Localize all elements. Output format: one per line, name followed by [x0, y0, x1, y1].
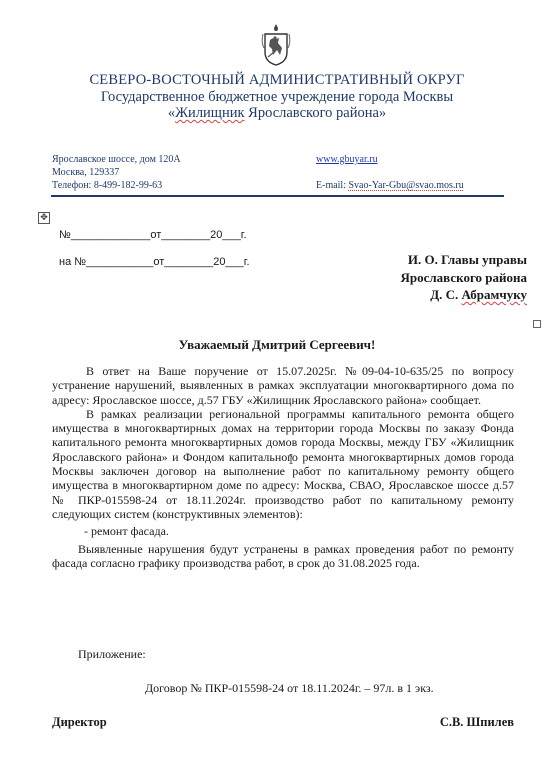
incoming-number-line: на №___________от________20___г. — [59, 256, 250, 268]
signatory-name: С.В. Шпилев — [439, 715, 514, 729]
paragraph-response: В ответ на Ваше поручение от 15.07.2025г. №09-04-10-635/25 по вопросу устранение нарушений, выявленных в рамках эксплуатации многоквартирного дома по адресу: Ярославское шоссе, д.57 ГБУ «Жилищник Ярославского района» сообщает. — [52, 364, 514, 407]
table-resize-handle-icon[interactable] — [533, 320, 541, 328]
email-line — [316, 179, 464, 192]
table-move-handle-icon[interactable]: ✥ — [38, 212, 50, 224]
letter-body — [52, 364, 514, 570]
addressee-block — [401, 251, 528, 304]
paragraph-program: В рамках реализации региональной программы капитального ремонта общего имущества в многоквартирных домах на территории города Москвы по заказу Фонда капитального ремонта многоквартирных домов города Москвы, между ГБУ «Жилищник Ярославского района» и Фондом капитального ремонта многоквартирных домов города Москвы заключен договор на выполнение работ по капитальному ремонту общего имущества в многоквартирном доме по адресу: Москва, СВАО, Ярославское шоссе д.57 № ПКР-015598-24 от 18.11.2024г. производство работ по капитальному ремонту следующих систем (конструктивных элементов): — [52, 406, 514, 521]
org-name-keyword: Жилищник — [175, 105, 245, 121]
contact-address-block — [52, 153, 181, 192]
org-name-rest: Ярославского района» — [244, 105, 387, 121]
appendix-item: Договор № ПКР-015598-24 от 18.11.2024г. – 97л. в 1 экз. — [145, 681, 434, 695]
addressee-position: И. О. Главы управы — [407, 252, 527, 267]
org-district-name: СЕВЕРО-ВОСТОЧНЫЙ АДМИНИСТРАТИВНЫЙ ОКРУГ — [89, 72, 465, 88]
website-link[interactable]: www.gbuyar.ru — [316, 154, 378, 165]
header-divider — [51, 195, 504, 197]
addressee-district: Ярославского района — [400, 269, 527, 285]
org-institution-type: Государственное бюджетное учреждение города Москвы — [100, 89, 454, 105]
email-label: E-mail: — [316, 180, 349, 191]
addressee-surname: Абрамчуку — [461, 287, 527, 302]
salutation: Уважаемый Дмитрий Сергеевич! — [178, 337, 376, 352]
phone-line: Телефон: 8-499-182-99-63 — [52, 180, 163, 191]
signatory-title: Директор — [52, 715, 107, 729]
work-list-item: - ремонт фасада. — [84, 524, 169, 539]
address-line-2: Москва, 129337 — [52, 167, 120, 178]
outgoing-number-line: №_____________от________20___г. — [59, 229, 247, 241]
appendix-label: Приложение: — [78, 647, 146, 661]
addressee-initials: Д. С. — [430, 287, 462, 302]
org-institution-name — [0, 105, 554, 122]
moscow-coat-of-arms-icon — [261, 22, 291, 66]
address-line-1: Ярославское шоссе, дом 120А — [52, 154, 181, 165]
org-name-open-quote: « — [167, 105, 176, 121]
email-link[interactable]: Svao-Yar-Gbu@svao.mos.ru — [348, 180, 464, 191]
paragraph-resolution: Выявленные нарушения будут устранены в рамках проведения работ по ремонту фасада согласно графику производства работ, в срок до 31.08.2025 года. — [52, 541, 514, 570]
contact-online-block — [316, 153, 464, 192]
addressee-name — [401, 286, 528, 304]
text-cursor-icon — [288, 454, 294, 464]
